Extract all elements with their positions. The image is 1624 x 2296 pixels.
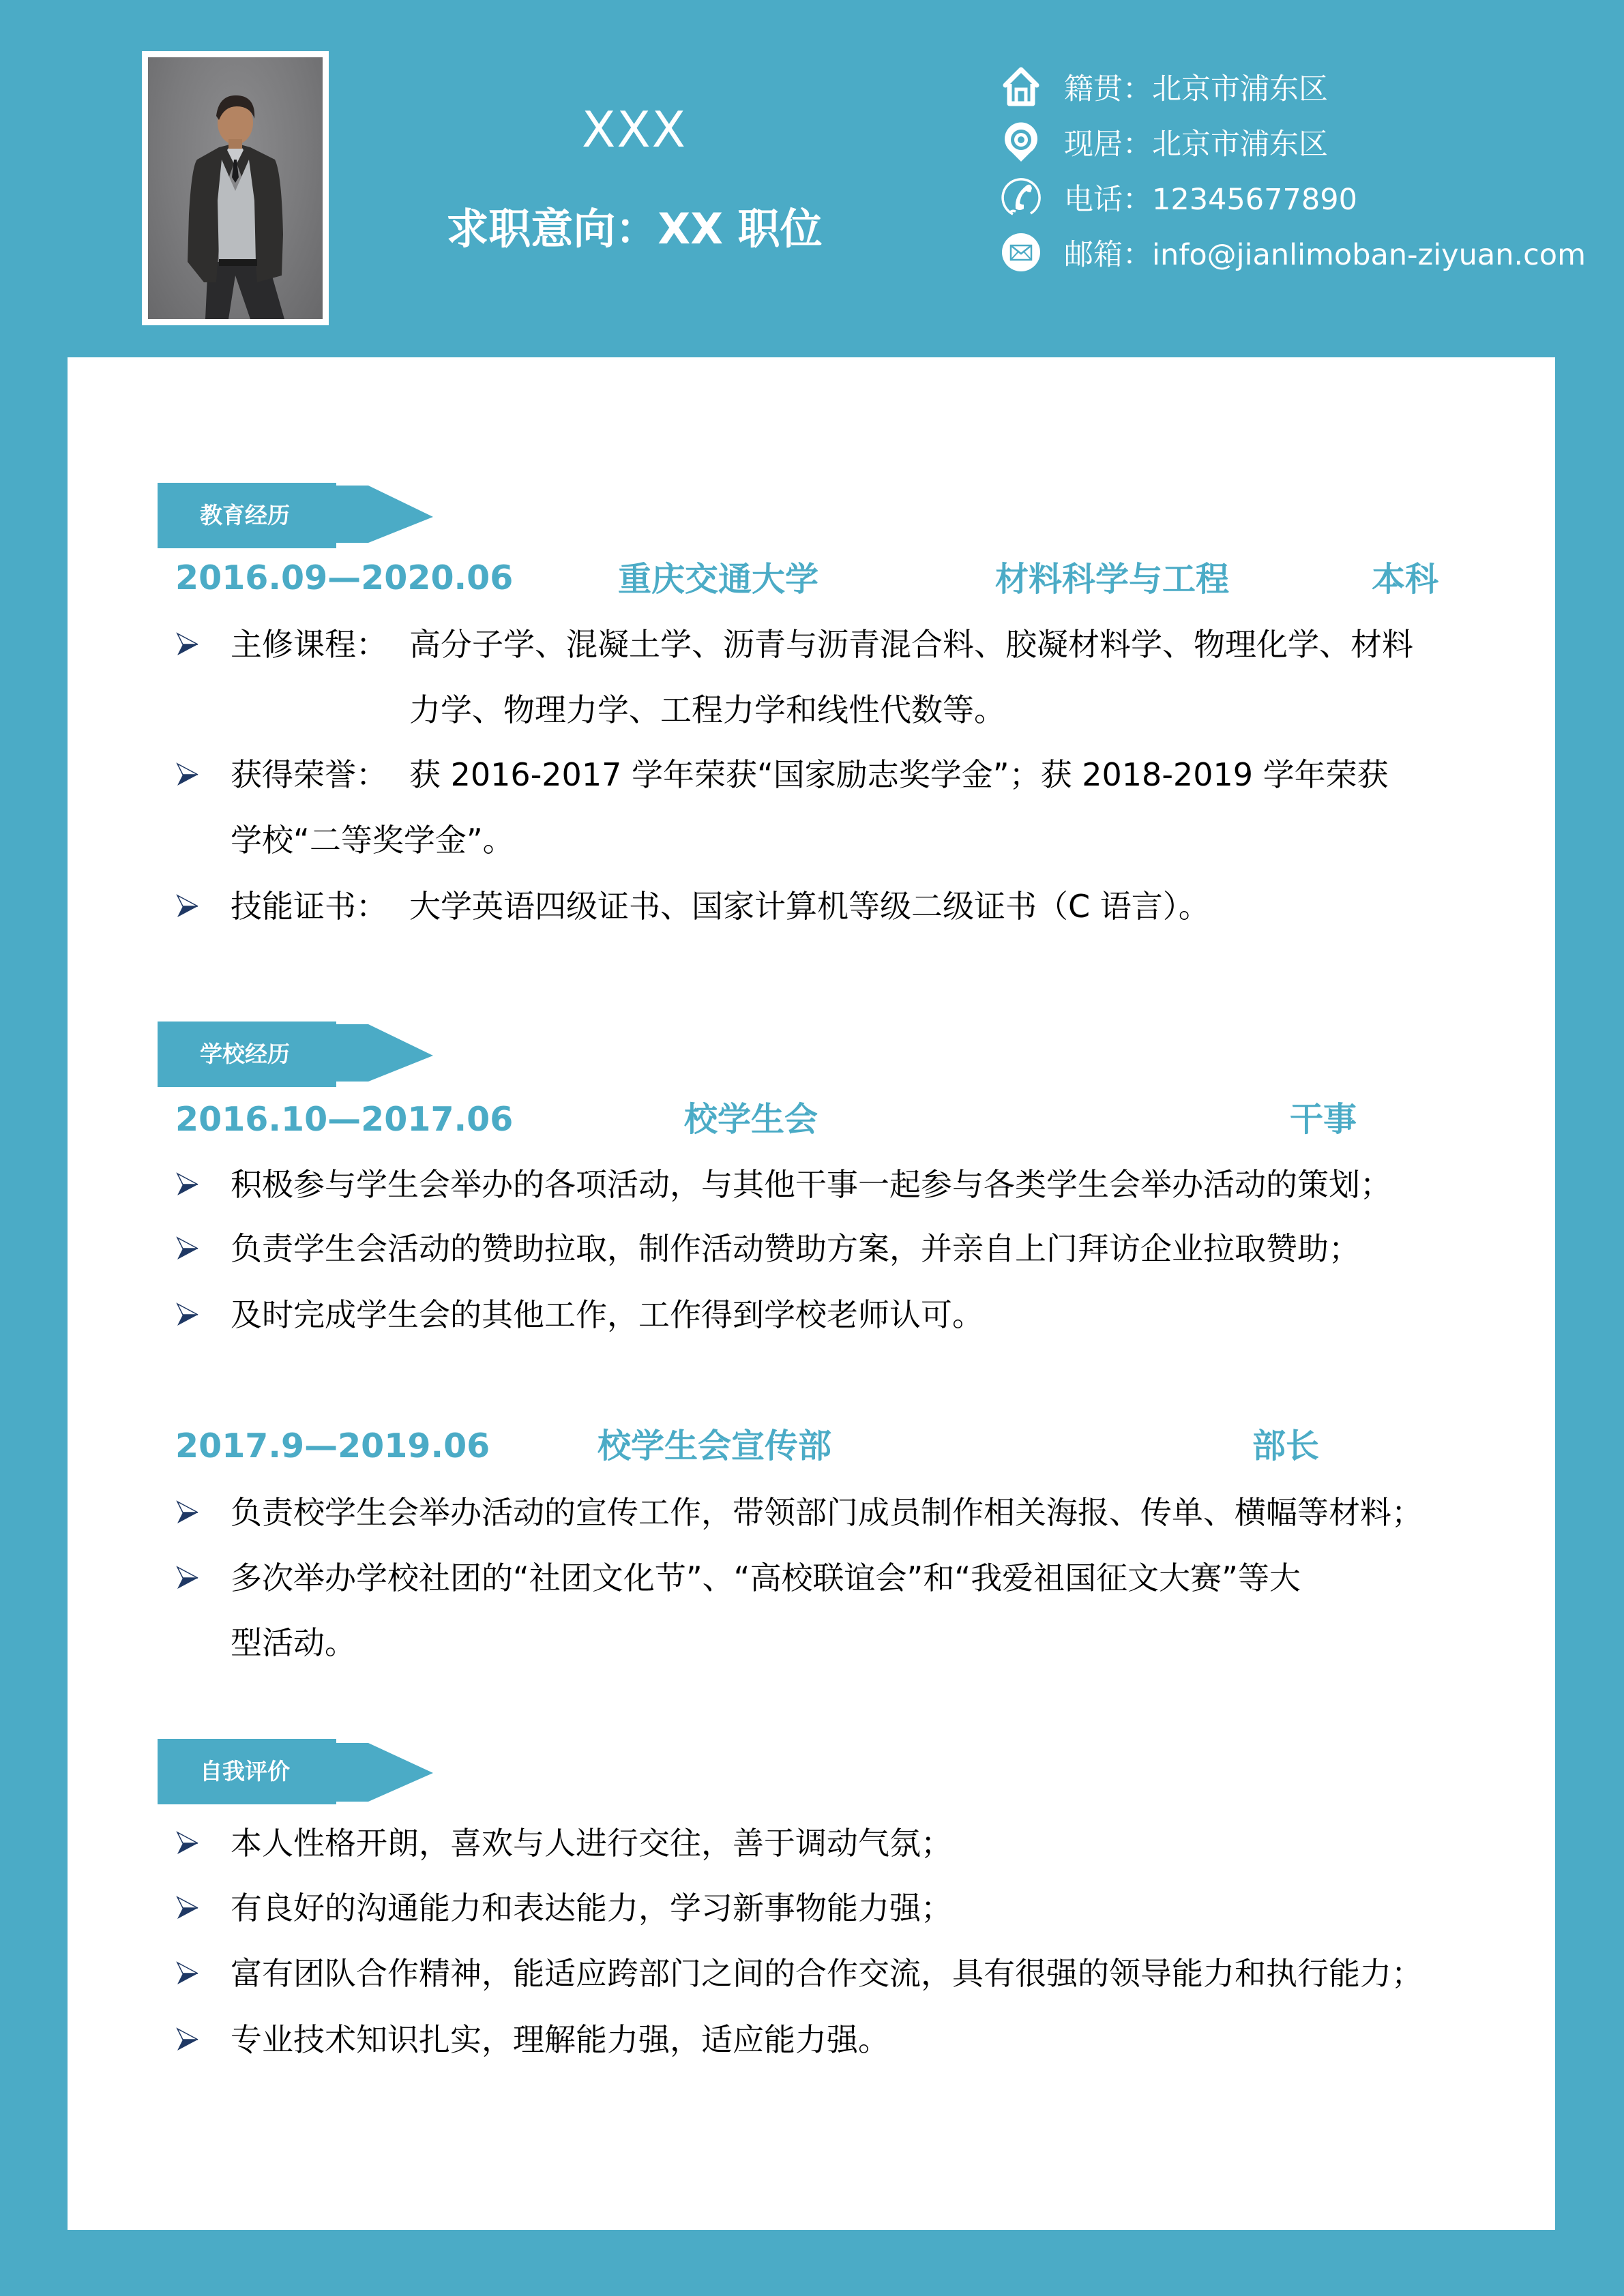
list-item: 及时完成学生会的其他工作，工作得到学校老师认可。: [231, 1296, 984, 1333]
arrow-bullet-icon: [176, 1566, 199, 1590]
tag-arrow-shape: [158, 483, 433, 548]
arrow-bullet-icon: [176, 1896, 199, 1920]
mail-icon: [1000, 231, 1042, 273]
section-title: 学校经历: [200, 1041, 290, 1067]
arrow-bullet-icon: [176, 1172, 199, 1197]
contact-residence: [1000, 118, 1328, 166]
education-period: 2016.09—2020.06: [175, 558, 514, 597]
tag-arrow-shape: [158, 1022, 433, 1087]
list-item: 有良好的沟通能力和表达能力，学习新事物能力强；: [231, 1890, 952, 1926]
item-value-cont: 力学、物理力学、工程力学和线性代数等。: [409, 691, 1005, 728]
item-value-cont: 学校“二等奖学金”。: [231, 822, 514, 859]
arrow-bullet-icon: [176, 894, 199, 919]
item-label: 主修课程：: [231, 626, 387, 663]
home-icon: [1000, 65, 1042, 108]
contact-email: [1000, 228, 1586, 276]
tag-arrow-shape: [158, 1739, 433, 1804]
section-tag-self-eval: [158, 1739, 433, 1804]
section-title: 教育经历: [200, 502, 290, 528]
contact-text: 电话：12345677890: [1064, 182, 1357, 217]
contact-text: 现居：北京市浦东区: [1064, 127, 1328, 162]
school-role: 干事: [1290, 1100, 1357, 1139]
item-label: 技能证书：: [231, 888, 387, 925]
candidate-name: XXX: [582, 101, 687, 158]
school-org: 校学生会宣传部: [597, 1427, 832, 1465]
education-degree: 本科: [1372, 560, 1439, 599]
list-item: 专业技术知识扎实，理解能力强，适应能力强。: [231, 2021, 889, 2058]
list-item: 多次举办学校社团的“社团文化节”、“高校联谊会”和“我爱祖国征文大赛”等大: [231, 1560, 1301, 1596]
portrait-photo: [148, 57, 323, 319]
education-school: 重庆交通大学: [618, 560, 819, 599]
arrow-bullet-icon: [176, 2027, 199, 2052]
list-item: 积极参与学生会举办的各项活动，与其他干事一起参与各类学生会举办活动的策划；: [231, 1166, 1391, 1203]
arrow-bullet-icon: [176, 1236, 199, 1261]
section-tag-school: [158, 1022, 433, 1087]
item-label: 获得荣誉：: [231, 756, 387, 793]
school-role: 部长: [1252, 1427, 1320, 1465]
arrow-bullet-icon: [176, 762, 199, 787]
school-period: 2017.9—2019.06: [175, 1427, 490, 1465]
school-org: 校学生会: [684, 1100, 818, 1139]
list-item: 本人性格开朗，喜欢与人进行交往，善于调动气氛；: [231, 1825, 952, 1862]
arrow-bullet-icon: [176, 632, 199, 657]
list-item: 富有团队合作精神，能适应跨部门之间的合作交流，具有很强的领导能力和执行能力；: [231, 1955, 1423, 1992]
section-title: 自我评价: [200, 1758, 290, 1785]
arrow-bullet-icon: [176, 1302, 199, 1327]
list-item-cont: 型活动。: [231, 1624, 356, 1661]
job-intent: 求职意向：XX 职位: [446, 204, 823, 254]
arrow-bullet-icon: [176, 1831, 199, 1855]
school-period: 2016.10—2017.06: [175, 1100, 514, 1139]
photo-frame: [142, 51, 329, 325]
location-pin-icon: [1000, 121, 1042, 163]
item-value: 大学英语四级证书、国家计算机等级二级证书（C 语言）。: [409, 888, 1210, 925]
contact-phone: [1000, 173, 1357, 221]
item-value: 获 2016-2017 学年荣获“国家励志奖学金”；获 2018-2019 学年荣获: [409, 756, 1389, 793]
education-major: 材料科学与工程: [995, 560, 1230, 599]
phone-icon: [1000, 176, 1042, 218]
list-item: 负责校学生会举办活动的宣传工作，带领部门成员制作相关海报、传单、横幅等材料；: [231, 1494, 1423, 1531]
contact-text: 邮箱：info@jianlimoban-ziyuan.com: [1064, 237, 1586, 272]
list-item: 负责学生会活动的赞助拉取，制作活动赞助方案，并亲自上门拜访企业拉取赞助；: [231, 1230, 1360, 1267]
person-silhouette-icon: [148, 57, 323, 319]
arrow-bullet-icon: [176, 1500, 199, 1525]
item-value: 高分子学、混凝土学、沥青与沥青混合料、胶凝材料学、物理化学、材料: [409, 626, 1413, 663]
contact-hometown: [1000, 63, 1328, 110]
contact-text: 籍贯：北京市浦东区: [1064, 72, 1328, 106]
section-tag-education: [158, 483, 433, 548]
arrow-bullet-icon: [176, 1961, 199, 1986]
